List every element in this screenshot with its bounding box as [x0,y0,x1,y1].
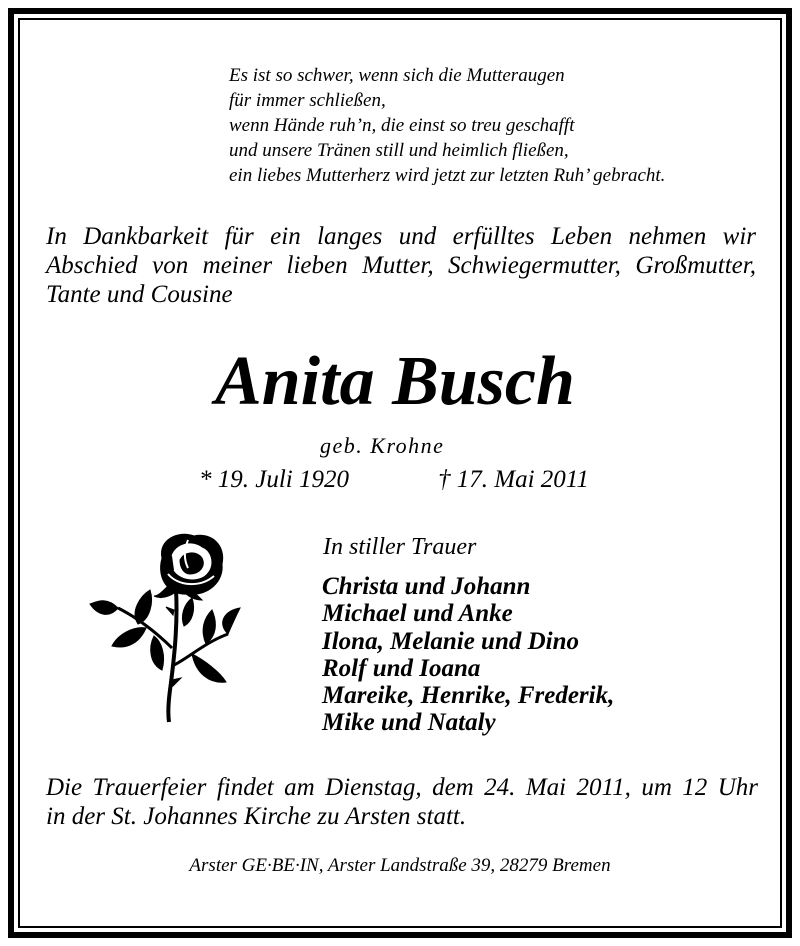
mourner-entry: Ilona, Melanie und Dino [322,627,580,655]
intro-line: Abschied von meiner lieben Mutter, Schwiegermutter, Großmutter, [46,252,756,279]
maiden-name: geb. Krohne [320,433,445,458]
rose-icon [88,530,248,725]
mourner-entry: Christa und Johann [322,573,531,600]
mourner-entry: Michael und Anke [322,600,513,628]
ceremony-line: in der St. Johannes Kirche zu Arsten statt. [46,803,467,830]
mourners-list [322,573,614,737]
mourner-entry: Mike und Nataly [322,709,496,737]
ceremony-line: Die Trauerfeier findet am Dienstag, dem 24. Mai 2011, um 12 Uhr [46,774,758,801]
death-date: † 17. Mai 2011 [438,466,589,493]
mourner-entry: Rolf und Ioana [322,654,481,682]
deceased-name: Anita Busch [215,343,575,420]
poem-line: für immer schließen, [229,90,386,111]
mourner-entry: Mareike, Henrike, Frederik, [322,682,615,710]
poem-line: Es ist so schwer, wenn sich die Mutteraugen [229,65,565,86]
intro-line: In Dankbarkeit für ein langes und erfülltes Leben nehmen wir [46,223,756,250]
ceremony-notice [46,773,758,831]
poem-line: wenn Hände ruh’n, die einst so treu geschafft [229,115,575,136]
funeral-home-address: Arster GE·BE·IN, Arster Landstraße 39, 28279 Bremen [189,855,611,876]
intro-line: Tante und Cousine [46,281,233,308]
birth-date: * 19. Juli 1920 [199,466,349,493]
poem [229,63,769,188]
poem-line: ein liebes Mutterherz wird jetzt zur letzten Ruh’ gebracht. [229,165,666,186]
mourners-heading: In stiller Trauer [323,534,477,560]
intro-text [46,222,756,309]
poem-line: und unsere Tränen still und heimlich fließen, [229,140,569,161]
